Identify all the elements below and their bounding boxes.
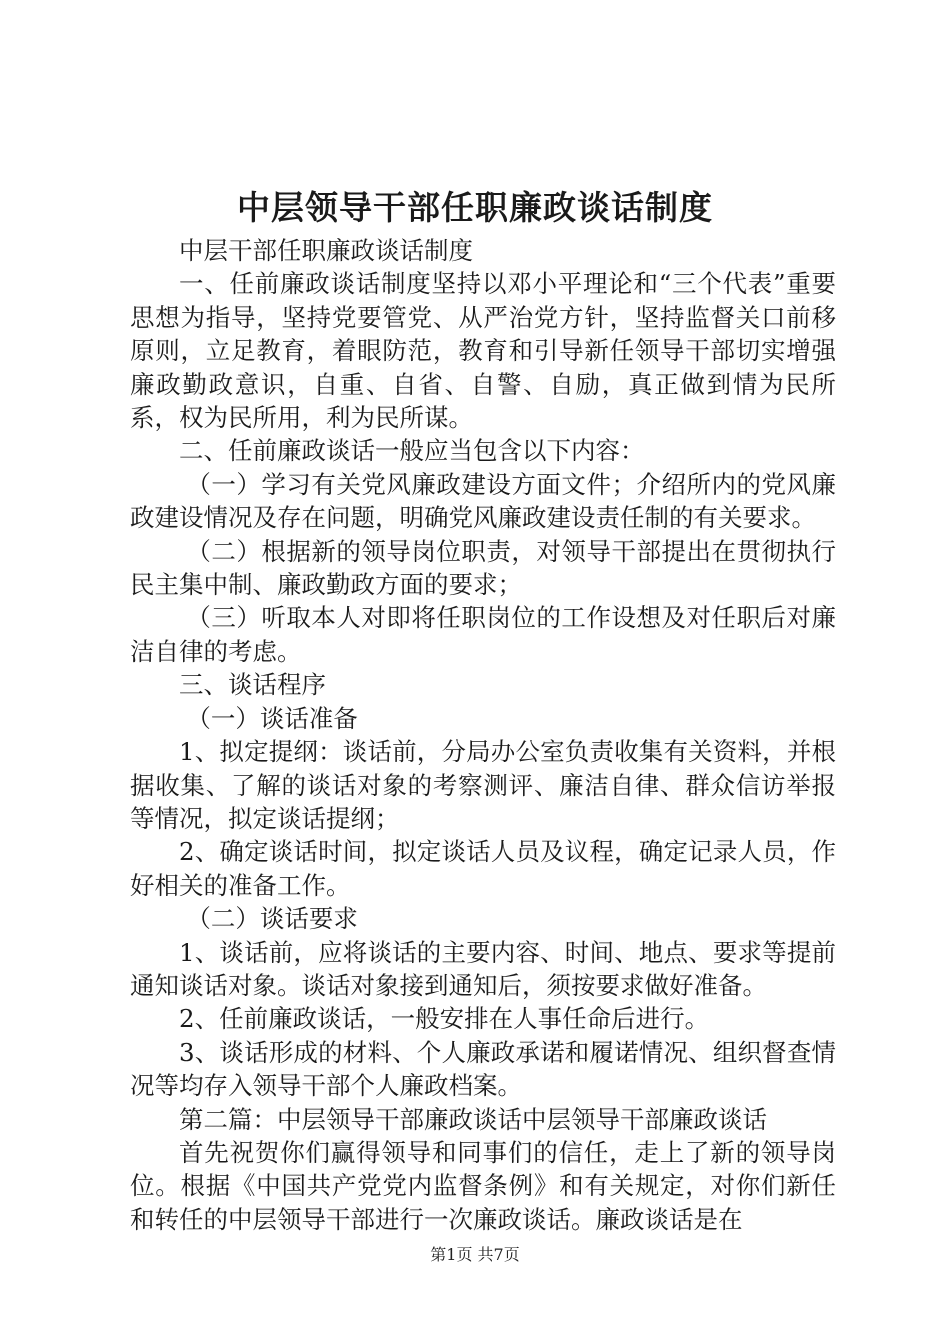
paragraph: （三）听取本人对即将任职岗位的工作设想及对任职后对廉洁自律的考虑。 xyxy=(130,603,836,666)
paragraph: 中层干部任职廉政谈话制度 xyxy=(179,236,473,265)
paragraph: 1、拟定提纲：谈话前，分局办公室负责收集有关资料，并根据收集、了解的谈话对象的考察测评、廉洁自律、群众信访举报等情况，拟定谈话提纲； xyxy=(130,737,836,833)
paragraph: 3、谈话形成的材料、个人廉政承诺和履诺情况、组织督查情况等均存入领导干部个人廉政档案。 xyxy=(130,1037,836,1101)
paragraph: 1、谈话前，应将谈话的主要内容、时间、地点、要求等提前通知谈话对象。谈话对象接到通知后，须按要求做好准备。 xyxy=(130,937,836,1000)
paragraph: （一）学习有关党风廉政建设方面文件；介绍所内的党风廉政建设情况及存在问题，明确党风廉政建设责任制的有关要求。 xyxy=(130,469,836,533)
document-body xyxy=(130,234,836,1236)
paragraph: （二）谈话要求 xyxy=(186,904,358,934)
paragraph: 二、任前廉政谈话一般应当包含以下内容： xyxy=(179,436,645,466)
paragraph: 2、确定谈话时间，拟定谈话人员及议程，确定记录人员，作好相关的准备工作。 xyxy=(130,837,836,900)
paragraph: 一、任前廉政谈话制度坚持以邓小平理论和“三个代表”重要思想为指导，坚持党要管党、从严治党方针，坚持监督关口前移原则，立足教育，着眼防范，教育和引导新任领导干部切实增强廉政勤政意识，自重、自省、自警、自励，真正做到情为民所系，权为民所用，利为民所谋。 xyxy=(130,269,836,433)
paragraph: （二）根据新的领导岗位职责，对领导干部提出在贯彻执行民主集中制、廉政勤政方面的要求； xyxy=(130,536,836,600)
paragraph: 第二篇：中层领导干部廉政谈话中层领导干部廉政谈话 xyxy=(179,1104,767,1134)
paragraph: 2、任前廉政谈话，一般安排在人事任命后进行。 xyxy=(179,1004,710,1034)
paragraph: （一）谈话准备 xyxy=(186,703,358,733)
document-title: 中层领导干部任职廉政谈话制度 xyxy=(237,188,713,227)
paragraph: 三、谈话程序 xyxy=(179,670,326,700)
paragraph: 首先祝贺你们赢得领导和同事们的信任，走上了新的领导岗位。根据《中国共产党党内监督条例》和有关规定，对你们新任和转任的中层领导干部进行一次廉政谈话。廉政谈话是在 xyxy=(130,1137,836,1234)
page-number-footer: 第1页 共7页 xyxy=(430,1245,520,1264)
